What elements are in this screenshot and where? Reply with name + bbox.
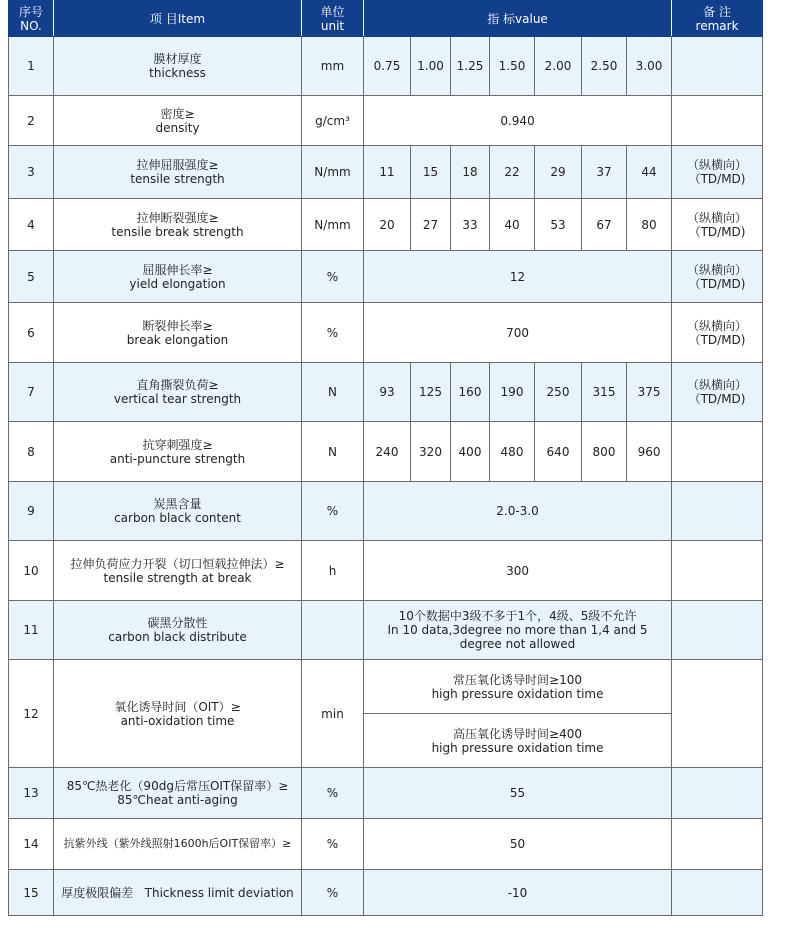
row-no: 11 [9,601,54,660]
row-remark [672,870,763,916]
value-cell: 250 [535,363,582,422]
item-en: 85℃heat anti-aging [117,793,238,807]
row-remark [672,768,763,819]
item-cn: 氧化诱导时间（OIT）≥ [114,699,241,714]
value-cell: 400 [451,422,490,482]
row-no: 6 [9,303,54,363]
item-en: anti-puncture strength [109,451,246,466]
table-row [9,768,763,819]
value-cell: 1.00 [411,37,451,96]
value-cn: 常压氧化诱导时间≥100 [453,672,582,687]
row-unit: N/mm [302,146,364,199]
item-en: thickness [149,66,206,80]
value-cell: 67 [582,199,627,251]
value-cell: 93 [364,363,411,422]
row-remark [672,422,763,482]
row-item [54,251,302,303]
value-cell: 640 [535,422,582,482]
row-item [54,199,302,251]
row-remark [672,251,763,303]
value-cell: 300 [364,541,672,601]
row-item: 抗紫外线（紫外线照射1600h后OIT保留率）≥ [54,819,302,870]
header-remark-cn: 备 注 [703,4,731,19]
value-cell: 3.00 [627,37,672,96]
remark-en: （TD/MD) [688,276,746,291]
row-unit: N [302,363,364,422]
value-cell [364,601,672,660]
remark-en: （TD/MD) [688,392,746,406]
row-item [54,146,302,199]
remark-cn: （纵横向） [687,262,748,277]
header-item: 项 目Item [54,1,302,37]
row-no: 3 [9,146,54,199]
item-cn: 抗穿刺强度≥ [142,437,213,452]
row-no: 15 [9,870,54,916]
row-unit: % [302,870,364,916]
item-cn: 拉伸屈服强度≥ [136,158,219,172]
value-cell: 2.00 [535,37,582,96]
header-unit [302,1,364,37]
row-unit: % [302,819,364,870]
header-unit-cn: 单位 [320,4,345,19]
table-row [9,146,763,199]
remark-cn: （纵横向） [687,378,748,392]
value-cell: 80 [627,199,672,251]
value-cell [364,714,672,768]
item-cn: 碳黑分散性 [147,616,208,630]
item-en: carbon black content [114,511,241,525]
row-no: 12 [9,660,54,768]
item-cn: 屈服伸长率≥ [142,262,213,277]
table-row [9,199,763,251]
row-item [54,422,302,482]
value-cell: 960 [627,422,672,482]
value-cell: 375 [627,363,672,422]
row-no: 9 [9,482,54,541]
row-remark [672,482,763,541]
item-cn: 拉伸断裂强度≥ [136,210,219,225]
value-cell: 315 [582,363,627,422]
item-en: anti-oxidation time [120,713,235,728]
row-item [54,37,302,96]
item-en: vertical tear strength [113,392,242,406]
value-en: high pressure oxidation time [431,686,604,701]
table-row [9,870,763,916]
value-cn: 10个数据中3级不多于1个，4级、5级不允许 [398,609,637,623]
value-cell: 11 [364,146,411,199]
row-item: 厚度极限偏差 Thickness limit deviation [54,870,302,916]
row-no: 13 [9,768,54,819]
header-no-en: NO. [20,18,42,33]
remark-en: （TD/MD) [688,224,746,239]
item-cn: 直角撕裂负荷≥ [136,378,219,392]
value-cell: 44 [627,146,672,199]
row-item [54,363,302,422]
value-cell: 480 [490,422,535,482]
header-unit-en: unit [320,18,345,33]
header-remark [672,1,763,37]
value-cell: 12 [364,251,672,303]
item-cn: 85℃热老化（90dg后常压OIT保留率）≥ [66,779,289,793]
row-unit [302,601,364,660]
spec-table [8,0,763,916]
value-cell: 40 [490,199,535,251]
value-cell: 29 [535,146,582,199]
item-cn: 断裂伸长率≥ [142,318,213,333]
value-cell: 1.50 [490,37,535,96]
remark-en: （TD/MD) [688,172,746,186]
value-cell: 2.50 [582,37,627,96]
table-row [9,482,763,541]
row-unit: % [302,768,364,819]
value-cell: 27 [411,199,451,251]
row-remark [672,819,763,870]
value-en: high pressure oxidation time [431,740,604,755]
item-en: carbon black distribute [108,630,247,644]
row-remark [672,601,763,660]
table-row [9,96,763,146]
value-cell: 33 [451,199,490,251]
row-no: 10 [9,541,54,601]
row-item [54,482,302,541]
value-cell: 2.0-3.0 [364,482,672,541]
value-cell: 800 [582,422,627,482]
item-en: tensile strength at break [103,570,252,585]
table-row [9,422,763,482]
value-cell: 125 [411,363,451,422]
value-cell: 55 [364,768,672,819]
header-remark-en: remark [695,18,739,33]
value-cell: 20 [364,199,411,251]
row-remark [672,541,763,601]
row-no: 2 [9,96,54,146]
row-unit: mm [302,37,364,96]
row-unit: min [302,660,364,768]
row-no: 8 [9,422,54,482]
value-cell: 0.75 [364,37,411,96]
header-no [9,1,54,37]
row-no: 1 [9,37,54,96]
table-row [9,819,763,870]
row-remark [672,199,763,251]
value-cell: 1.25 [451,37,490,96]
value-en: In 10 data,3degree no more than 1,4 and 5 degree not allowed [387,623,648,651]
value-cell: 240 [364,422,411,482]
value-cn: 高压氧化诱导时间≥400 [453,726,582,741]
table-row [9,541,763,601]
row-item [54,768,302,819]
header-no-cn: 序号 [18,4,43,19]
row-unit: % [302,482,364,541]
value-cell: 53 [535,199,582,251]
row-remark [672,96,763,146]
row-unit: % [302,251,364,303]
value-cell: 700 [364,303,672,363]
item-cn: 密度≥ [160,106,195,121]
table-row [9,37,763,96]
value-cell: 50 [364,819,672,870]
row-remark [672,660,763,768]
item-en: tensile break strength [111,224,244,239]
row-remark [672,146,763,199]
value-cell: 0.940 [364,96,672,146]
value-cell: 190 [490,363,535,422]
row-remark [672,363,763,422]
row-item [54,303,302,363]
row-unit: % [302,303,364,363]
row-remark [672,37,763,96]
row-remark [672,303,763,363]
row-no: 14 [9,819,54,870]
row-item [54,601,302,660]
row-unit: N [302,422,364,482]
item-cn: 炭黑含量 [153,497,202,511]
item-en: yield elongation [129,276,226,291]
value-cell: 160 [451,363,490,422]
remark-cn: （纵横向） [687,158,748,172]
table-row [9,303,763,363]
value-cell [364,660,672,714]
row-item [54,660,302,768]
header-value: 指 标value [364,1,672,37]
item-cn: 拉伸负荷应力开裂（切口恒载拉伸法）≥ [70,556,285,571]
table-row [9,363,763,422]
value-cell: 320 [411,422,451,482]
row-item [54,541,302,601]
item-en: break elongation [126,332,229,347]
value-cell: -10 [364,870,672,916]
row-unit: N/mm [302,199,364,251]
item-en: density [155,120,200,135]
remark-en: （TD/MD) [688,332,746,347]
row-no: 4 [9,199,54,251]
row-unit: h [302,541,364,601]
item-en: tensile strength [130,172,225,186]
table-row [9,601,763,660]
table-row [9,251,763,303]
value-cell: 18 [451,146,490,199]
row-no: 5 [9,251,54,303]
value-cell: 15 [411,146,451,199]
remark-cn: （纵横向） [687,210,748,225]
header-row [9,1,763,37]
value-cell: 22 [490,146,535,199]
value-cell: 37 [582,146,627,199]
row-unit: g/cm³ [302,96,364,146]
table-row [9,660,763,714]
row-no: 7 [9,363,54,422]
remark-cn: （纵横向） [687,318,748,333]
row-item [54,96,302,146]
item-cn: 膜材厚度 [153,52,202,66]
